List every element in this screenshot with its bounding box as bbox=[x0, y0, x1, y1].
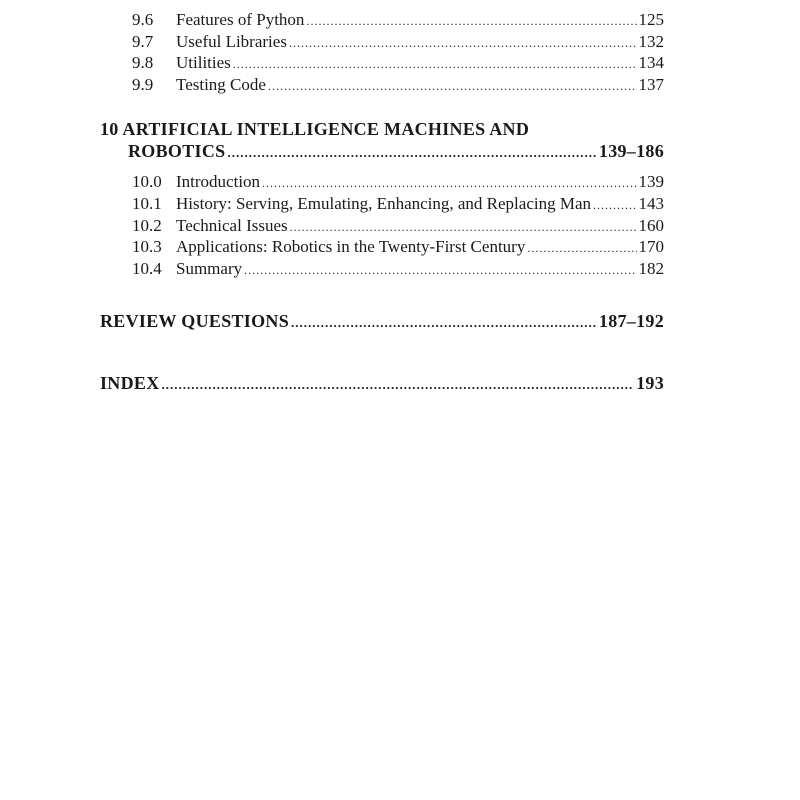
dot-leader bbox=[593, 195, 636, 216]
dot-leader bbox=[290, 217, 637, 238]
dot-leader bbox=[527, 238, 636, 259]
dot-leader bbox=[268, 76, 637, 97]
dot-leader bbox=[233, 54, 637, 75]
toc-entry-10-4 bbox=[100, 259, 664, 281]
section-number: 10.0 bbox=[132, 172, 162, 192]
table-of-contents bbox=[100, 10, 664, 396]
toc-entry-10-1 bbox=[100, 194, 664, 216]
page-number: 139 bbox=[638, 172, 664, 192]
section-title: Features of Python bbox=[176, 10, 305, 29]
chapter-heading-10 bbox=[100, 118, 664, 164]
section-list-chapter-9 bbox=[100, 10, 664, 96]
review-page-range: 187–192 bbox=[598, 311, 664, 332]
chapter-title-line2: ROBOTICS bbox=[128, 141, 226, 162]
section-title: Summary bbox=[176, 258, 243, 278]
section-number: 9.9 bbox=[132, 74, 154, 94]
chapter-page-range: 139–186 bbox=[598, 141, 664, 162]
section-list-chapter-10 bbox=[100, 172, 664, 280]
section-title: Applications: Robotics in the Twenty-First Century bbox=[176, 237, 526, 257]
section-title: History: Serving, Emulating, Enhancing, and Replacing Man bbox=[176, 193, 592, 213]
page-number: 170 bbox=[638, 237, 664, 257]
dot-leader bbox=[227, 142, 596, 164]
section-number: 10.4 bbox=[132, 258, 162, 278]
dot-leader bbox=[291, 312, 597, 334]
section-title: Introduction bbox=[176, 172, 261, 192]
chapter-title-line2-row bbox=[100, 140, 664, 164]
toc-entry-9-8 bbox=[100, 53, 664, 75]
index-page: 193 bbox=[636, 373, 664, 394]
dot-leader bbox=[162, 374, 635, 396]
page-number: 137 bbox=[638, 74, 664, 94]
page-number: 182 bbox=[638, 258, 664, 278]
section-number: 10.3 bbox=[132, 237, 162, 257]
toc-entry-index bbox=[100, 372, 664, 396]
page-number: 160 bbox=[638, 215, 664, 235]
section-number: 10.2 bbox=[132, 215, 162, 235]
dot-leader bbox=[244, 260, 636, 281]
page-number: 125 bbox=[638, 10, 664, 29]
toc-entry-review-questions bbox=[100, 310, 664, 334]
page-number: 132 bbox=[638, 31, 664, 51]
dot-leader bbox=[289, 33, 637, 54]
section-number: 9.8 bbox=[132, 53, 154, 73]
section-title: Useful Libraries bbox=[176, 31, 287, 51]
index-title: INDEX bbox=[100, 373, 160, 394]
section-number: 9.7 bbox=[132, 31, 154, 51]
section-title: Technical Issues bbox=[176, 215, 288, 235]
toc-entry-9-9 bbox=[100, 75, 664, 97]
review-title: REVIEW QUESTIONS bbox=[100, 311, 290, 332]
toc-entry-10-3 bbox=[100, 237, 664, 259]
toc-entry-10-2 bbox=[100, 216, 664, 238]
toc-entry-9-6 bbox=[100, 10, 664, 32]
section-title: Testing Code bbox=[176, 74, 266, 94]
page-number: 143 bbox=[638, 193, 664, 213]
section-number: 9.6 bbox=[132, 10, 154, 29]
section-number: 10.1 bbox=[132, 193, 162, 213]
dot-leader bbox=[262, 173, 636, 194]
page-number: 134 bbox=[638, 53, 664, 73]
toc-entry-9-7 bbox=[100, 32, 664, 54]
dot-leader bbox=[306, 11, 636, 32]
chapter-title-line1: 10 ARTIFICIAL INTELLIGENCE MACHINES AND bbox=[100, 119, 530, 140]
section-title: Utilities bbox=[176, 53, 231, 73]
toc-entry-10-0 bbox=[100, 172, 664, 194]
